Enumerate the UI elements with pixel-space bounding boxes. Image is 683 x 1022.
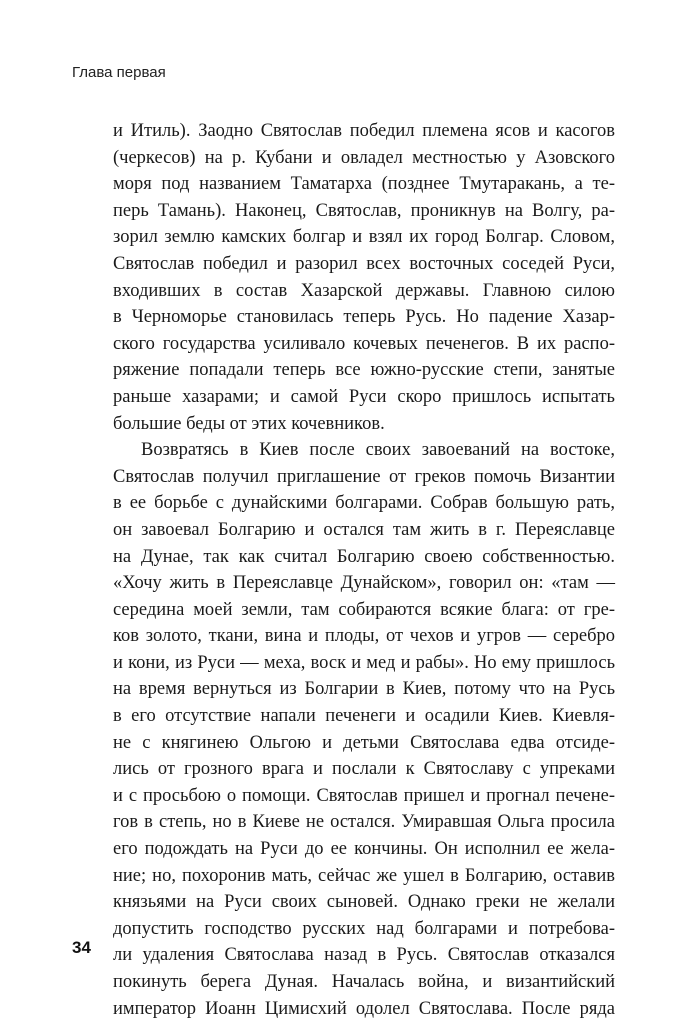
text-line: его подождать на Руси до ее кончины. Он исполнил ее жела- <box>113 839 615 860</box>
text-line: не с княгинею Ольгою и детьми Святослава едва отсиде- <box>113 732 615 753</box>
body-text <box>113 118 615 1022</box>
text-line: «Хочу жить в Переяславце Дунайском», говорил он: «там — <box>113 573 615 594</box>
text-line: лись от грозного врага и послали к Святославу с упреками <box>113 759 615 780</box>
text-line: (черкесов) на р. Кубани и овладел местностью у Азовского <box>113 147 615 168</box>
text-line: гов в степь, но в Киеве не остался. Умиравшая Ольга просила <box>113 812 615 833</box>
text-line: Святослав победил и разорил всех восточных соседей Руси, <box>113 253 615 274</box>
text-line: император Иоанн Цимисхий одолел Святослава. После ряда <box>113 998 615 1019</box>
text-line: в Черноморье становилась теперь Русь. Но падение Хазар- <box>113 307 615 328</box>
running-head: Глава первая <box>72 64 166 81</box>
text-line: покинуть берега Дуная. Началась война, и византийский <box>113 972 615 992</box>
text-line: в ее борьбе с дунайскими болгарами. Собрав большую рать, <box>113 493 615 514</box>
paragraph-first-line: Возвратясь в Киев после своих завоеваний на востоке, <box>141 440 615 461</box>
text-line: ние; но, похоронив мать, сейчас же ушел в Болгарию, оставив <box>113 865 615 886</box>
text-line: моря под названием Таматарха (позднее Тмутаракань, а те- <box>113 174 615 195</box>
text-line: и Итиль). Заодно Святослав победил племена ясов и касогов <box>113 121 615 141</box>
text-line: князьями на Руси своих сыновей. Однако греки не желали <box>113 892 615 913</box>
text-line: ков золото, ткани, вина и плоды, от чехов и угров — серебро <box>113 626 615 647</box>
text-line: ского государства усиливало кочевых печенегов. В их распо- <box>113 333 615 354</box>
text-line: он завоевал Болгарию и остался там жить в г. Переяславце <box>113 519 615 540</box>
text-line: зорил землю камских болгар и взял их город Болгар. Словом, <box>113 227 615 248</box>
text-line: Святослав получил приглашение от греков помочь Византии <box>113 466 615 487</box>
text-line: в его отсутствие напали печенеги и осадили Киев. Киевля- <box>113 706 615 727</box>
text-line: середина моей земли, там собираются всякие блага: от гре- <box>113 599 615 620</box>
text-line: ряжение попадали теперь все южно-русские степи, занятые <box>113 360 615 381</box>
text-line: раньше хазарами; и самой Руси скоро пришлось испытать <box>113 386 615 407</box>
text-line: перь Тамань). Наконец, Святослав, проникнув на Волгу, ра- <box>113 200 615 221</box>
page-number: 34 <box>72 938 91 957</box>
text-line: большие беды от этих кочевников. <box>113 413 385 434</box>
text-line: входивших в состав Хазарской державы. Главною силою <box>113 280 615 301</box>
text-line: на Дунае, так как считал Болгарию своею собственностью. <box>113 546 615 567</box>
text-line: и с просьбою о помощи. Святослав пришел и прогнал печене- <box>113 785 615 806</box>
text-line: и кони, из Руси — меха, воск и мед и рабы». Но ему пришлось <box>113 652 615 673</box>
text-line: ли удаления Святослава назад в Русь. Святослав отказался <box>113 945 615 966</box>
text-line: на время вернуться из Болгарии в Киев, потому что на Русь <box>113 679 615 700</box>
text-line: допустить господство русских над болгарами и потребова- <box>113 918 615 939</box>
